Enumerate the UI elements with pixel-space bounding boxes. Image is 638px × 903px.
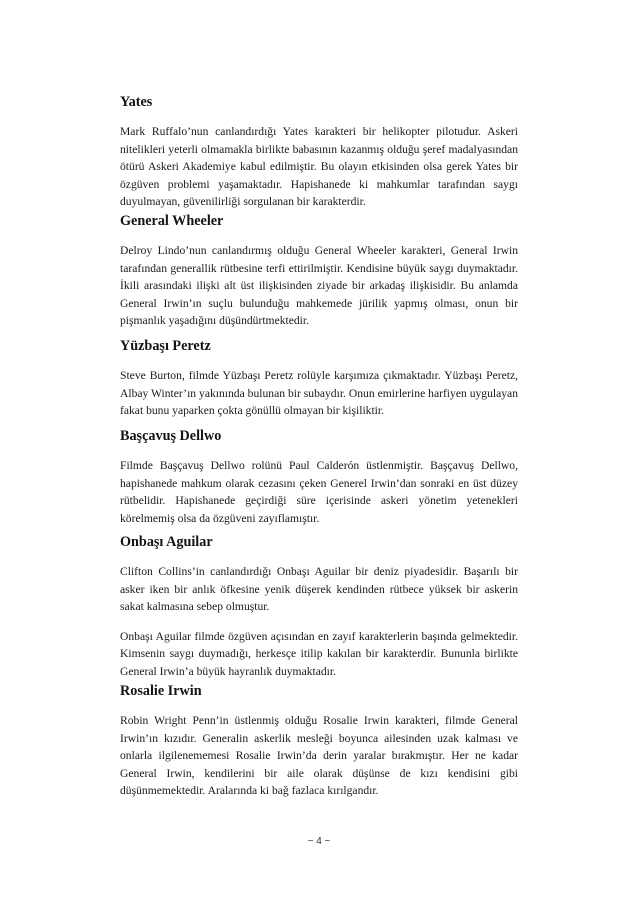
section-onbasi-aguilar	[120, 533, 518, 681]
section-yuzbasi-peretz	[120, 337, 518, 420]
section-bascavus-dellwo	[120, 427, 518, 527]
section-heading-general-wheeler: General Wheeler	[120, 213, 224, 229]
paragraph-yates-1: Mark Ruffalo’nun canlandırdığı Yates karakteri bir helikopter pilotudur. Askeri nitelikleri yeterli olmamakla birlikte babasının kazanmış olduğu şeref madalyasından ötürü Askeri Akademiye kabul edilmiştir. Bu olayın etkisinden olsa gerek Yates bir özgüven problemi yaşamaktadır. Hapishanede ki mahkumlar tarafından saygı duyulmayan, güvenilirliği sorgulanan bir karakterdir.	[120, 125, 518, 209]
paragraph-yuzbasi-peretz-1: Steve Burton, filmde Yüzbaşı Peretz rolüyle karşımıza çıkmaktadır. Yüzbaşı Peretz, Albay Winter’ın yakınında bulunan bir subaydır. Onun emirlerine harfiyen uygulayan fakat bunu yaparken çokta gönüllü olmayan bir kişiliktir.	[120, 369, 518, 418]
paragraph-onbasi-aguilar-2: Onbaşı Aguilar filmde özgüven açısından en zayıf karakterlerin başında gelmektedir. Kimsenin saygı duymadığı, herkesçe itilip kakılan bir karakterdir. Bununla birlikte General Irwin’a büyük hayranlık duymaktadır.	[120, 629, 518, 678]
paragraph-rosalie-irwin-1: Robin Wright Penn’in üstlenmiş olduğu Rosalie Irwin karakteri, filmde General Irwin’ın kızıdır. Generalin askerlik mesleği boyunca ailesinden uzak kalması ve onlarla ilgilenememesi Rosalie Irwin’da derin yaralar bırakmıştır. Her ne kadar General Irwin, kendilerini bir aile olarak düşünse de kızı kendisini gibi düşünmemektedir. Aralarında ki bağ fazlaca kırılgandır.	[120, 714, 518, 798]
paragraph-bascavus-dellwo-1: Filmde Başçavuş Dellwo rolünü Paul Calderón üstlenmiştir. Başçavuş Dellwo, hapishanede mahkum olarak cezasını çeken Generel Irwin’dan sonraki en üst düzey rütbelidir. Hapishanede geçirdiği süre içerisinde askeri yönetim yetenekleri körelmemiş olsa da özgüveni zayıflamıştır.	[120, 459, 518, 525]
section-heading-bascavus-dellwo: Başçavuş Dellwo	[120, 428, 222, 444]
paragraph-general-wheeler-1: Delroy Lindo’nun canlandırmış olduğu General Wheeler karakteri, General Irwin tarafından generallik rütbesine terfi ettirilmiştir. Kendisine büyük saygı duymaktadır. İkili arasındaki ilişki alt üst ilişkisinden ziyade bir arkadaş ilişkisidir. Bu anlamda General Irwin’ın suçlu bulunduğu mahkemede jürilik yapmış olması, onun bir pişmanlık yaşadığını düşündürtmektedir.	[120, 244, 518, 328]
section-rosalie-irwin	[120, 682, 518, 800]
section-heading-onbasi-aguilar: Onbaşı Aguilar	[120, 534, 213, 550]
section-yates	[120, 93, 518, 211]
section-heading-yuzbasi-peretz: Yüzbaşı Peretz	[120, 338, 211, 354]
section-heading-yates: Yates	[120, 94, 153, 110]
page-number: ~ 4 ~	[307, 836, 331, 847]
section-heading-rosalie-irwin: Rosalie Irwin	[120, 683, 202, 699]
section-general-wheeler	[120, 212, 518, 330]
paragraph-onbasi-aguilar-1: Clifton Collins’in canlandırdığı Onbaşı Aguilar bir deniz piyadesidir. Başarılı bir asker iken bir anlık öfkesine yenik düşerek kendinden rütbece yüksek bir askerin sakat kalmasına sebep olmuştur.	[120, 565, 518, 614]
